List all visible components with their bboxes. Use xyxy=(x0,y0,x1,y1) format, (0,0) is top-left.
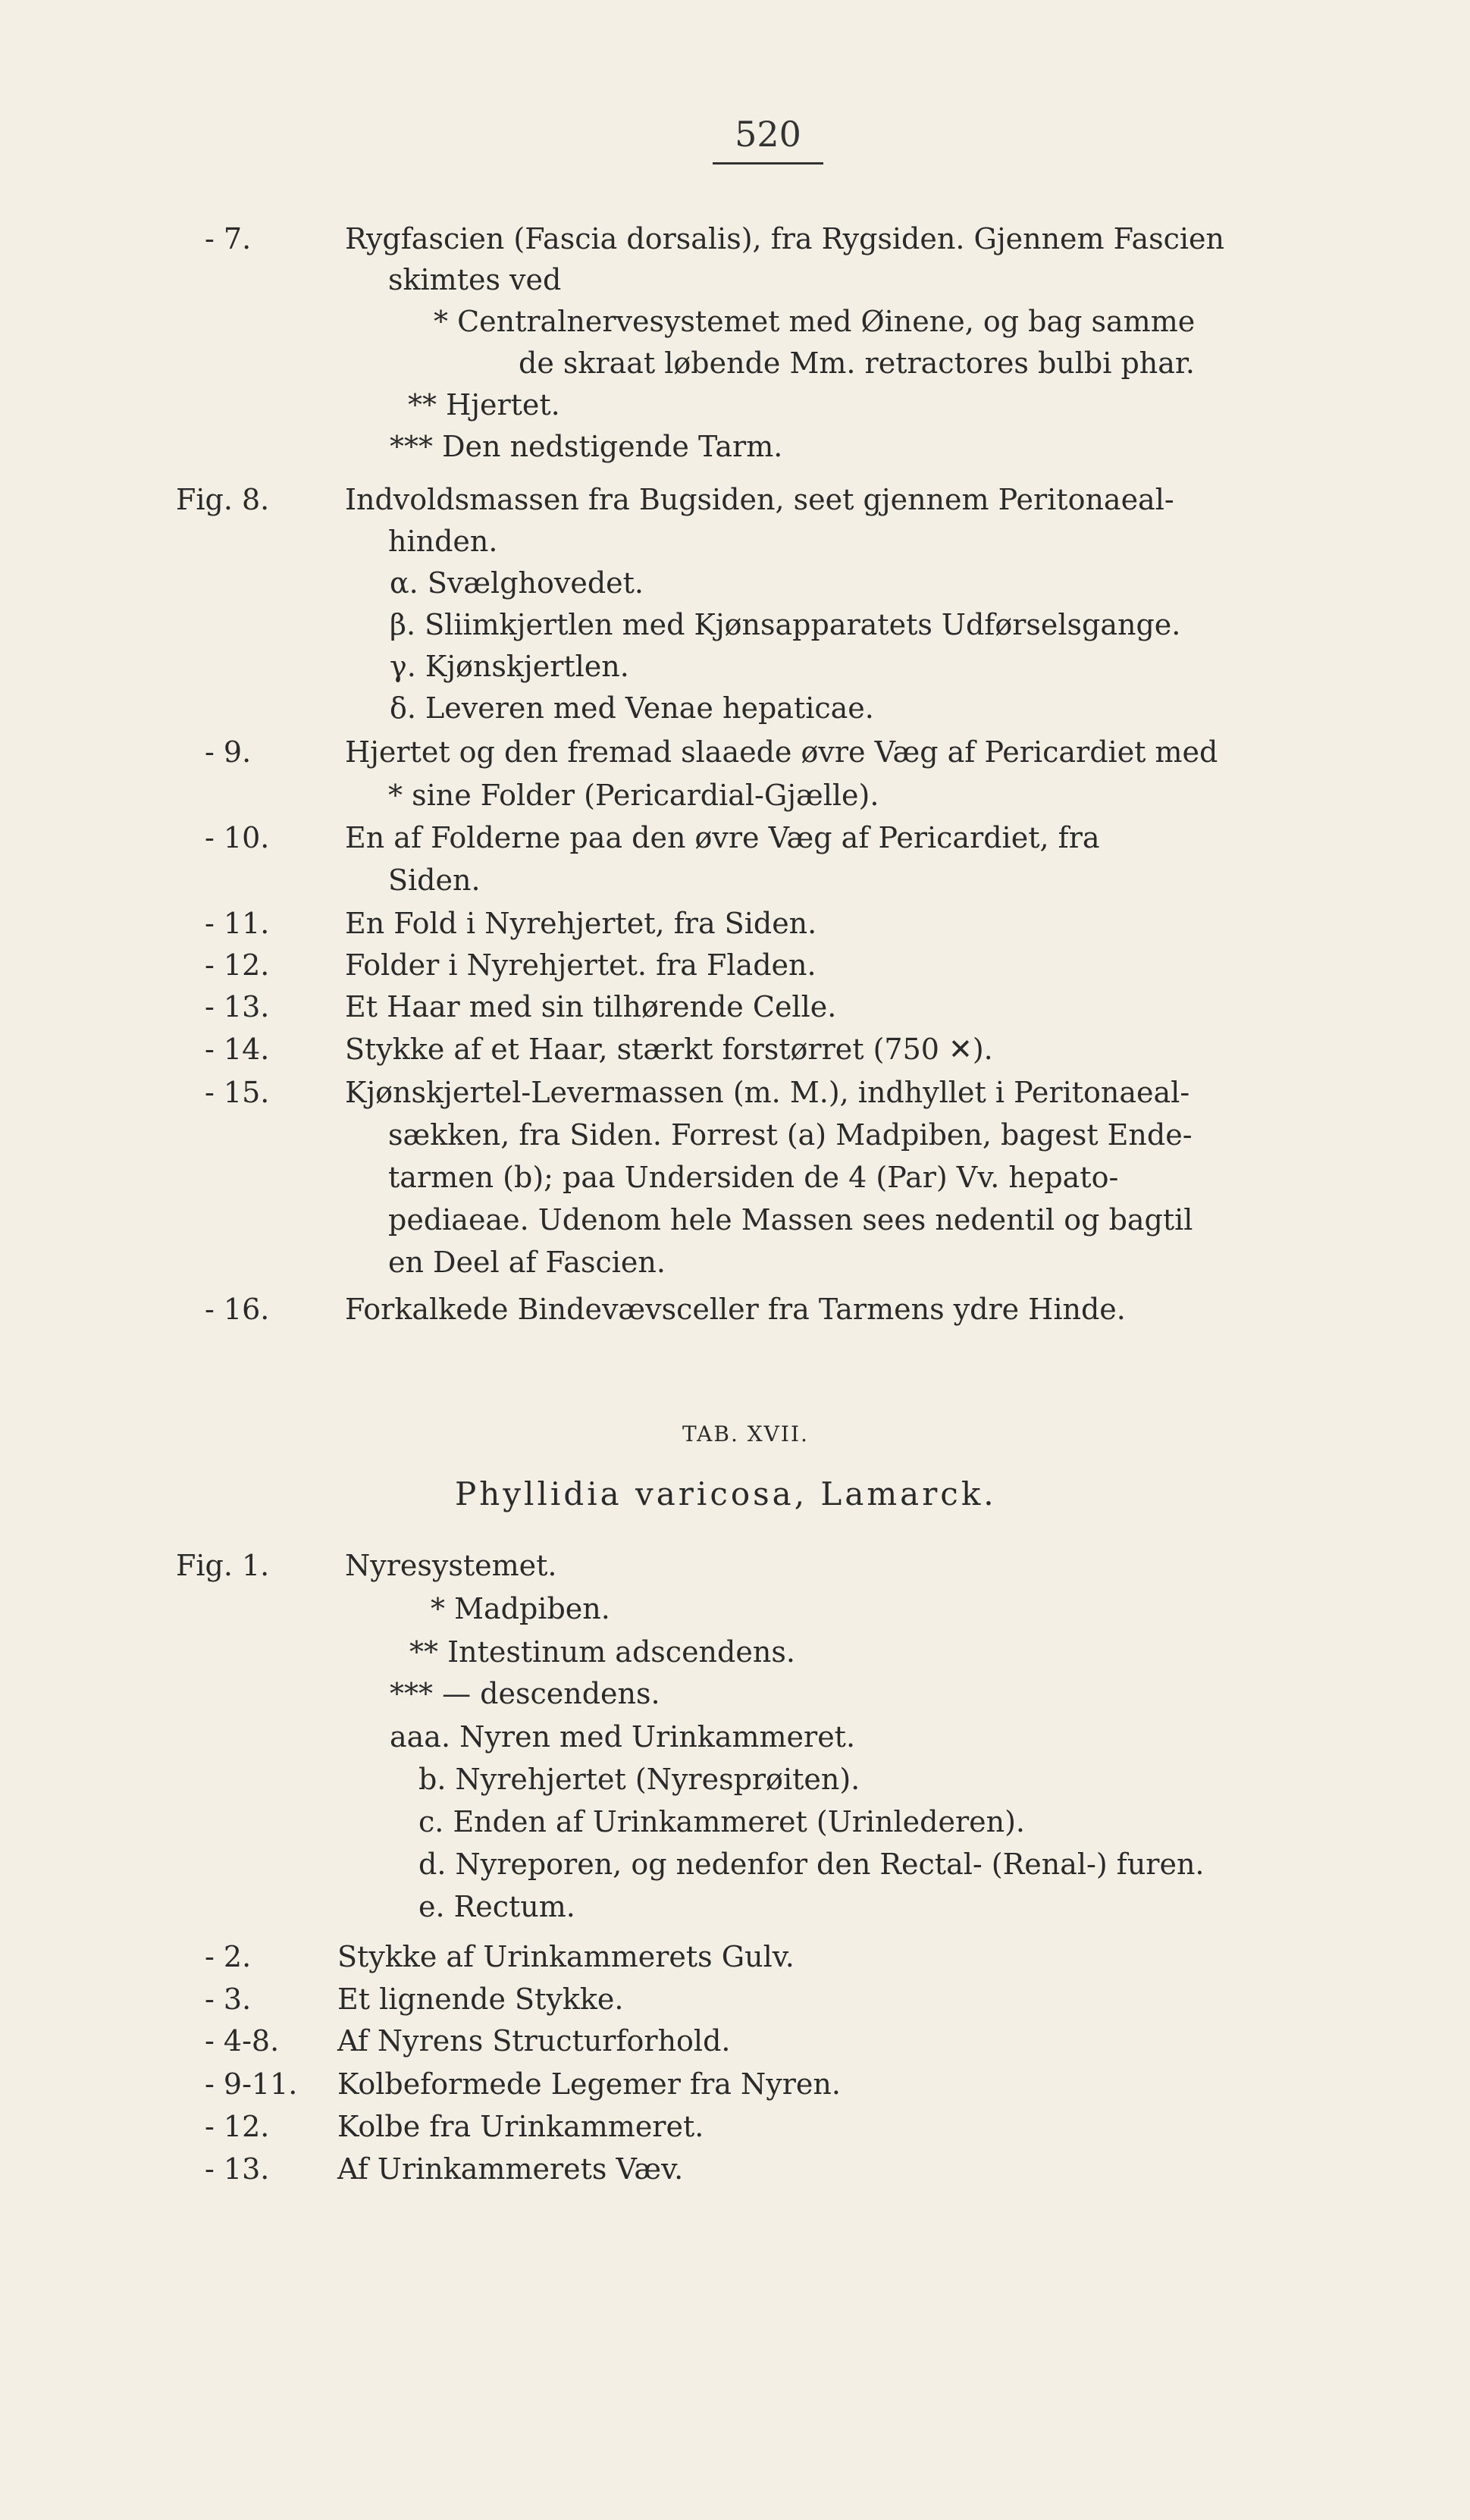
caption-line: Stykke af Urinkammerets Gulv. xyxy=(337,1940,795,1973)
figure-label: - 15. xyxy=(205,1076,270,1109)
caption-line: tarmen (b); paa Undersiden de 4 (Par) Vv. hepato- xyxy=(388,1161,1119,1194)
caption-line: β. Sliimkjertlen med Kjønsapparatets Udførselsgange. xyxy=(390,608,1181,641)
caption-line: En Fold i Nyrehjertet, fra Siden. xyxy=(345,907,817,940)
caption-line: * sine Folder (Pericardial-Gjælle). xyxy=(388,779,879,812)
figure-label: - 9. xyxy=(205,735,252,769)
figure-label: - 7. xyxy=(205,222,252,255)
caption-line: *** — descendens. xyxy=(390,1677,660,1710)
caption-line: b. Nyrehjertet (Nyresprøiten). xyxy=(418,1763,860,1796)
caption-line: hinden. xyxy=(388,525,498,558)
caption-line: de skraat løbende Mm. retractores bulbi phar. xyxy=(519,346,1195,380)
figure-label: - 16. xyxy=(205,1293,270,1326)
figure-label: - 12. xyxy=(205,2110,270,2143)
caption-line: Et Haar med sin tilhørende Celle. xyxy=(345,990,837,1023)
caption-line: d. Nyreporen, og nedenfor den Rectal- (Renal-) furen. xyxy=(418,1848,1205,1881)
caption-line: Siden. xyxy=(388,864,481,897)
caption-line: Af Nyrens Structurforhold. xyxy=(337,2024,731,2058)
figure-label: - 3. xyxy=(205,1982,252,2016)
figure-label: - 2. xyxy=(205,1940,252,1973)
caption-line: α. Svælghovedet. xyxy=(390,566,644,600)
caption-line: Kolbe fra Urinkammeret. xyxy=(337,2110,704,2143)
caption-line: Folder i Nyrehjertet. fra Fladen. xyxy=(345,948,816,982)
caption-line: Nyresystemet. xyxy=(345,1549,557,1582)
caption-line: En af Folderne paa den øvre Væg af Pericardiet, fra xyxy=(345,821,1100,854)
figure-label: - 13. xyxy=(205,990,270,1023)
figure-label: - 13. xyxy=(205,2152,270,2186)
caption-line: Kjønskjertel-Levermassen (m. M.), indhyllet i Peritonaeal- xyxy=(345,1076,1190,1109)
caption-line: Rygfascien (Fascia dorsalis), fra Rygsiden. Gjennem Fascien xyxy=(345,222,1225,255)
caption-line: Af Urinkammerets Væv. xyxy=(337,2152,684,2186)
caption-line: skimtes ved xyxy=(388,263,562,296)
caption-line: aaa. Nyren med Urinkammeret. xyxy=(390,1720,856,1754)
caption-line: *** Den nedstigende Tarm. xyxy=(390,430,783,463)
caption-line: e. Rectum. xyxy=(418,1890,575,1923)
figure-label: Fig. 1. xyxy=(176,1549,270,1582)
caption-line: Stykke af et Haar, stærkt forstørret (750 ✕). xyxy=(345,1033,993,1066)
caption-line: Indvoldsmassen fra Bugsiden, seet gjennem Peritonaeal- xyxy=(345,483,1174,516)
plate-heading: TAB. XVII. xyxy=(682,1421,809,1446)
figure-label: - 9-11. xyxy=(205,2067,298,2101)
figure-label: - 4-8. xyxy=(205,2024,280,2058)
figure-label: Fig. 8. xyxy=(176,483,270,516)
figure-label: - 14. xyxy=(205,1033,270,1066)
caption-line: Kolbeformede Legemer fra Nyren. xyxy=(337,2067,841,2101)
species-title: Phyllidia varicosa, Lamarck. xyxy=(455,1475,997,1512)
caption-line: * Madpiben. xyxy=(431,1592,610,1625)
caption-line: * Centralnervesystemet med Øinene, og bag samme xyxy=(434,305,1196,338)
caption-line: Et lignende Stykke. xyxy=(337,1982,624,2016)
page-number: 520 xyxy=(735,114,801,155)
caption-line: ** Hjertet. xyxy=(408,388,560,422)
page-number-rule xyxy=(713,162,823,165)
caption-line: pediaeae. Udenom hele Massen sees nedentil og bagtil xyxy=(388,1203,1193,1236)
figure-label: - 10. xyxy=(205,821,270,854)
caption-line: Hjertet og den fremad slaaede øvre Væg af Pericardiet med xyxy=(345,735,1218,769)
figure-label: - 12. xyxy=(205,948,270,982)
caption-line: γ. Kjønskjertlen. xyxy=(390,650,629,683)
caption-line: Forkalkede Bindevævsceller fra Tarmens ydre Hinde. xyxy=(345,1293,1126,1326)
caption-line: c. Enden af Urinkammeret (Urinlederen). xyxy=(418,1805,1026,1838)
caption-line: en Deel af Fascien. xyxy=(388,1246,666,1279)
caption-line: ** Intestinum adscendens. xyxy=(409,1635,795,1669)
figure-label: - 11. xyxy=(205,907,270,940)
caption-line: sækken, fra Siden. Forrest (a) Madpiben, bagest Ende- xyxy=(388,1118,1193,1152)
caption-line: δ. Leveren med Venae hepaticae. xyxy=(390,691,874,725)
